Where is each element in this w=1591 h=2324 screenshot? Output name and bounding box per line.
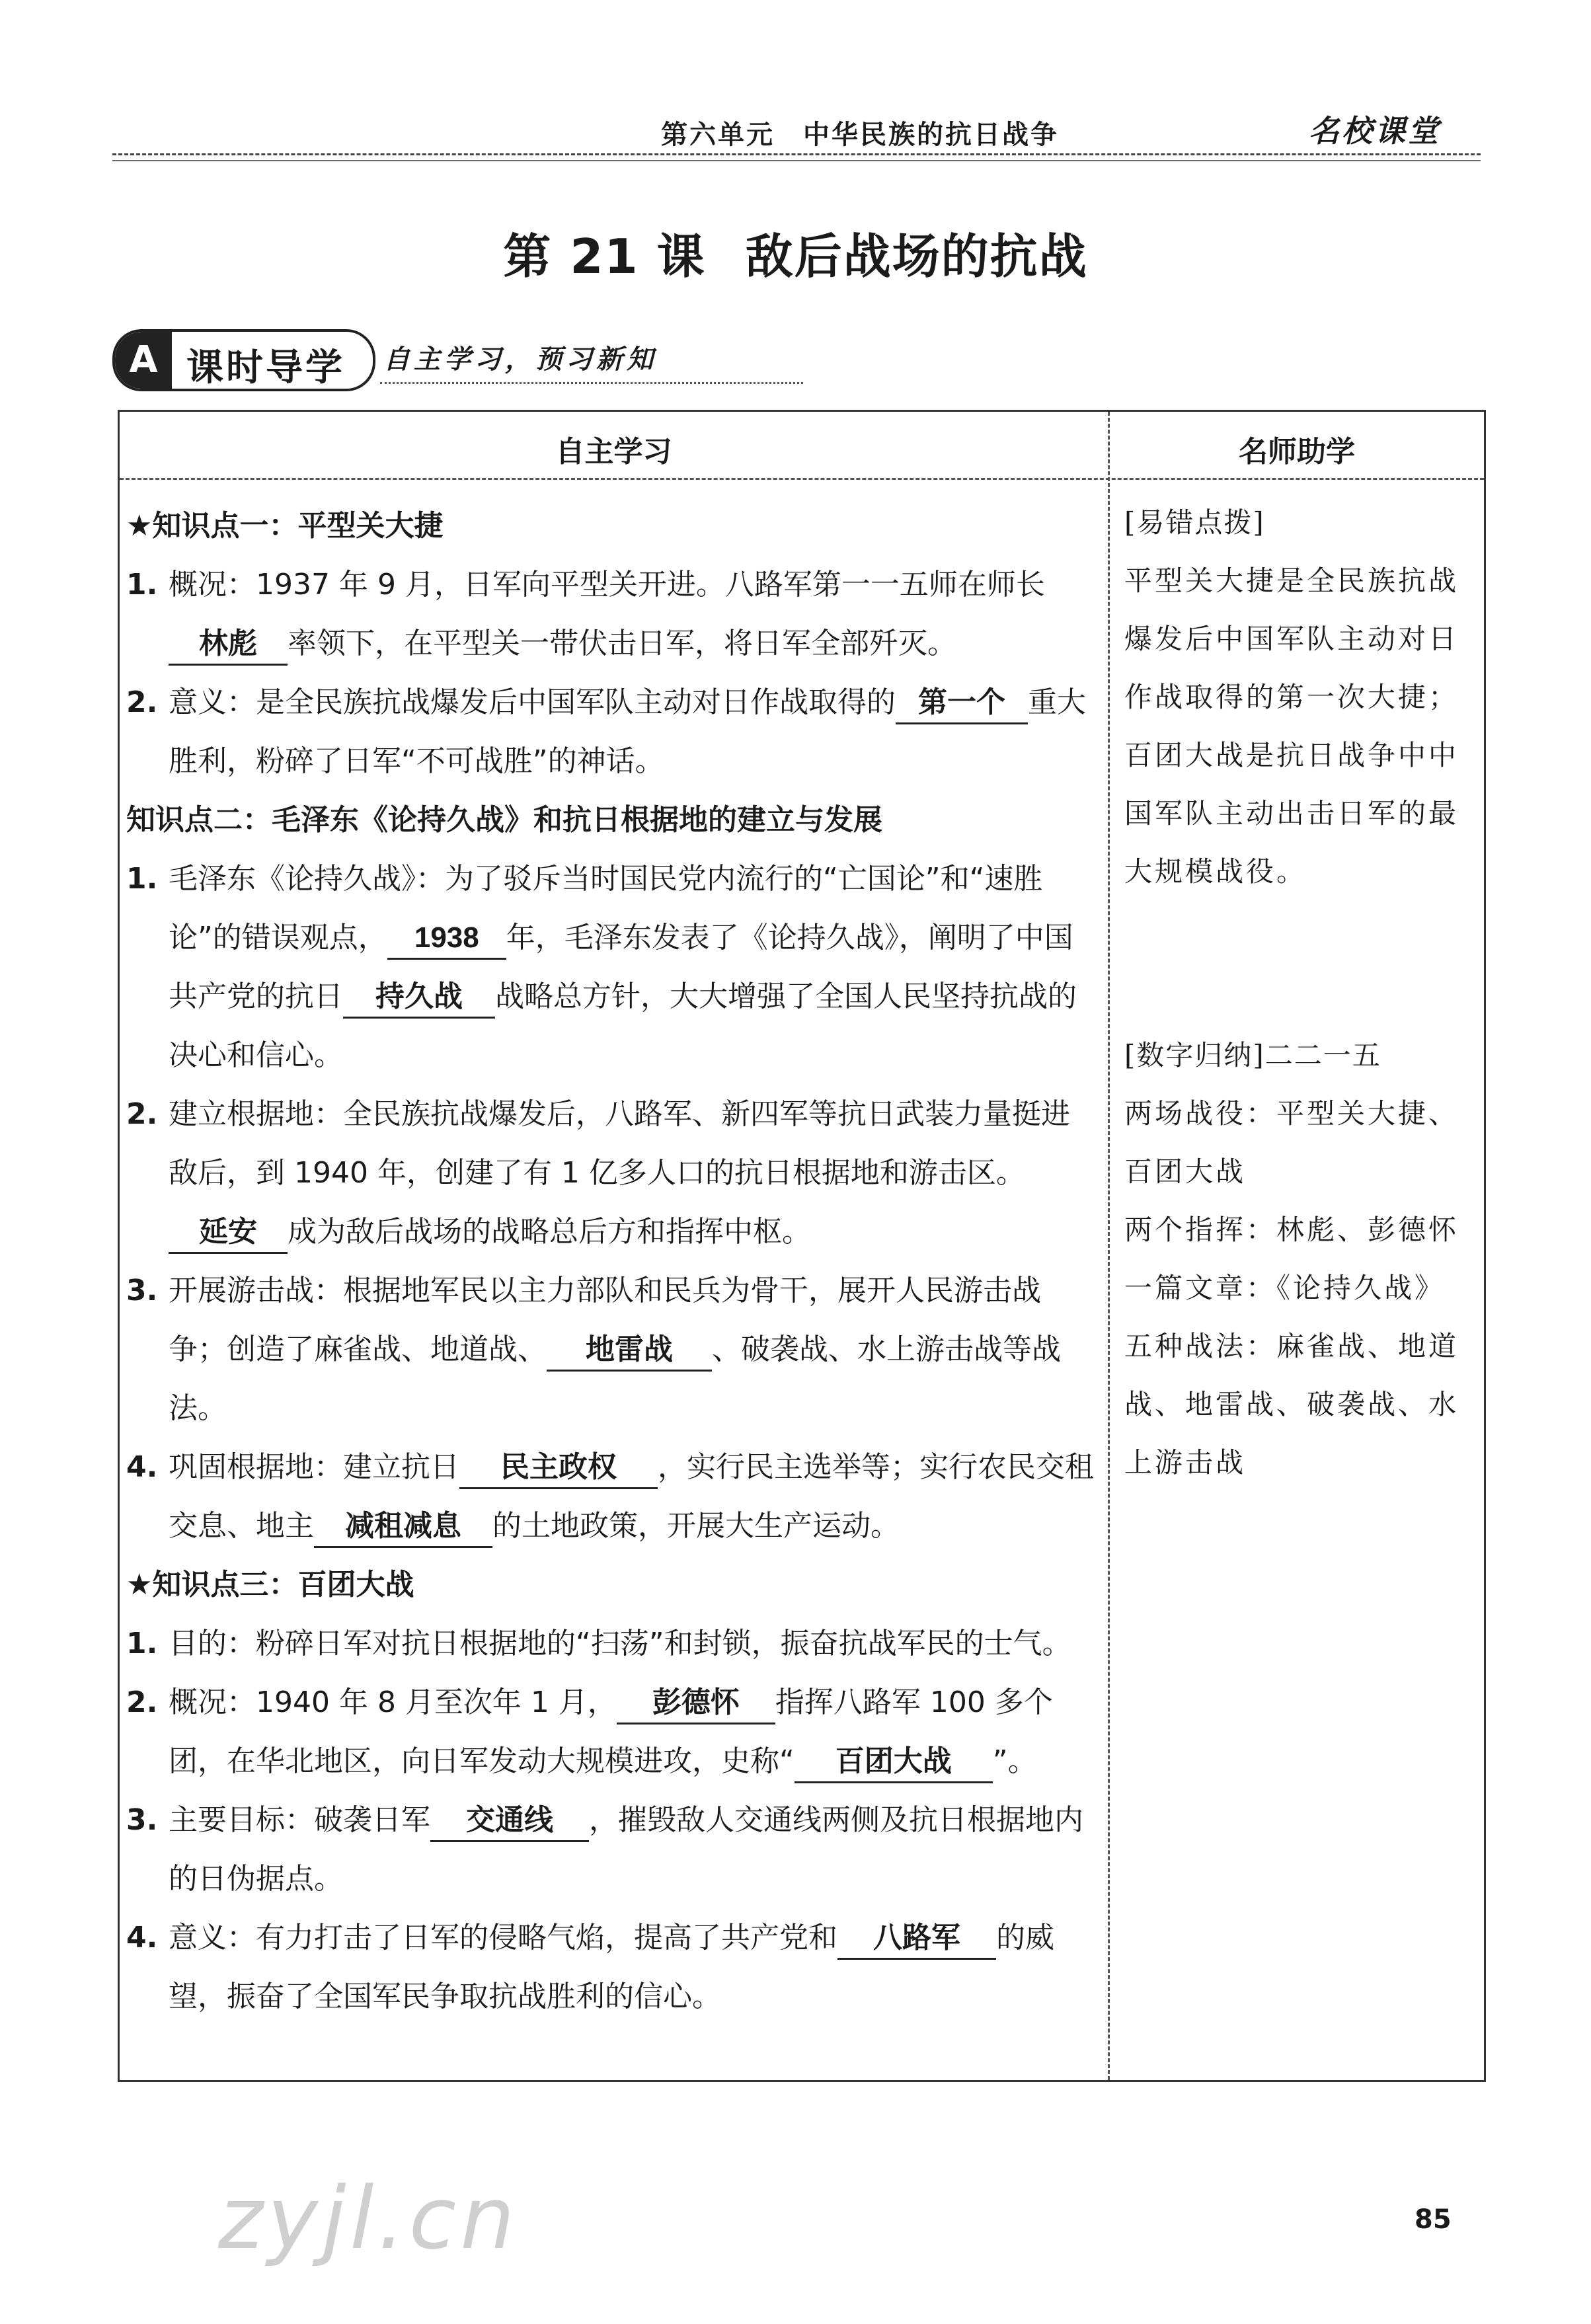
unit-title: 第六单元 中华民族的抗日战争 xyxy=(661,119,1059,150)
item-text: 的威望，振奋了全国军民争取抗战胜利的信心。 xyxy=(169,1921,1054,2013)
kp1-item-2 xyxy=(126,673,1098,791)
answer-blank: 八路军 xyxy=(837,1918,996,1960)
item-text: 的土地政策，开展大生产运动。 xyxy=(492,1509,900,1543)
column-divider xyxy=(1108,412,1110,2080)
item-number: 2. xyxy=(126,1097,158,1131)
item-number: 3. xyxy=(126,1274,158,1307)
answer-blank: 百团大战 xyxy=(795,1742,993,1783)
answer-blank: 持久战 xyxy=(343,977,495,1019)
lesson-title xyxy=(0,218,1591,287)
answer-blank: 彭德怀 xyxy=(617,1683,775,1724)
item-text: 率领下，在平型关一带伏击日军，将日军全部歼灭。 xyxy=(288,627,956,660)
kp3-item-1 xyxy=(126,1614,1098,1673)
section-label: 课时导学 xyxy=(186,346,345,389)
lesson-name: 敌后战场的抗战 xyxy=(745,229,1088,284)
item-text: 巩固根据地：建立抗日 xyxy=(169,1450,459,1484)
answer-blank: 第一个 xyxy=(896,683,1028,724)
item-number: 4. xyxy=(126,1921,158,1955)
kp1-heading: ★知识点一：平型关大捷 xyxy=(126,509,444,543)
brand-logo: 名校课堂 xyxy=(1309,113,1441,149)
answer-blank: 地雷战 xyxy=(547,1330,712,1372)
kp1-item-1 xyxy=(126,555,1098,673)
self-study-content xyxy=(126,496,1098,2026)
answer-blank: 延安 xyxy=(169,1212,288,1254)
item-number: 4. xyxy=(126,1450,158,1484)
header-divider xyxy=(112,153,1481,155)
summary-line: 五种战法：麻雀战、地道战、地雷战、破袭战、水上游击战 xyxy=(1124,1330,1459,1479)
kp2-item-2 xyxy=(126,1085,1098,1261)
error-tip-tag: [易错点拨] xyxy=(1124,506,1265,539)
item-text: 主要目标：破袭日军 xyxy=(169,1803,430,1837)
kp3-item-4 xyxy=(126,1908,1098,2026)
kp2-item-4 xyxy=(126,1438,1098,1555)
item-text: 意义：是全民族抗战爆发后中国军队主动对日作战取得的 xyxy=(169,685,896,719)
error-tip-note: 平型关大捷是全民族抗战爆发后中国军队主动对日作战取得的第一次大捷；百团大战是抗日战争中中国军队主动出击日军的最大规模战役。 xyxy=(1124,564,1459,888)
section-letter: A xyxy=(115,332,172,389)
item-text: 毛泽东《论持久战》：为了驳斥当时国民党内流行的“亡国论”和“速胜论”的错误观点， xyxy=(169,862,1043,954)
kp3-heading: ★知识点三：百团大战 xyxy=(126,1568,414,1602)
item-number: 3. xyxy=(126,1803,158,1837)
item-number: 2. xyxy=(126,1685,158,1719)
summary-line: 两场战役：平型关大捷、百团大战 xyxy=(1124,1097,1459,1188)
item-number: 2. xyxy=(126,685,158,719)
kp3-item-2 xyxy=(126,1673,1098,1791)
kp2-item-1 xyxy=(126,849,1098,1085)
item-text: ，实行民主选举等；实行农民交租交息、地主 xyxy=(169,1450,1094,1543)
kp3-item-3 xyxy=(126,1791,1098,1908)
spacer xyxy=(1124,901,1468,1026)
col-header-teacher-help: 名师助学 xyxy=(1239,435,1355,469)
study-table xyxy=(118,410,1486,2082)
item-text: 概况：1940 年 8 月至次年 1 月， xyxy=(169,1685,617,1719)
item-text: 意义：有力打击了日军的侵略气焰，提高了共产党和 xyxy=(169,1921,837,1955)
item-text: 成为敌后战场的战略总后方和指挥中枢。 xyxy=(288,1215,811,1249)
section-banner xyxy=(112,324,773,390)
answer-blank: 民主政权 xyxy=(459,1448,658,1489)
summary-line: 一篇文章：《论持久战》 xyxy=(1124,1272,1446,1304)
page-header xyxy=(112,99,1481,159)
item-text: ”。 xyxy=(992,1744,1037,1778)
header-divider-solid xyxy=(112,160,1481,161)
item-text: 目的：粉碎日军对抗日根据地的“扫荡”和封锁，振奋抗战军民的士气。 xyxy=(169,1627,1071,1660)
item-number: 1. xyxy=(126,862,158,896)
kp2-item-3 xyxy=(126,1261,1098,1438)
section-motto: 自主学习，预习新知 xyxy=(383,344,657,375)
item-text: 概况：1937 年 9 月，日军向平型关开进。八路军第一一五师在师长 xyxy=(169,568,1045,601)
item-text: ，摧毁敌人交通线两侧及抗日根据地内的日伪据点。 xyxy=(169,1803,1083,1896)
page-number: 85 xyxy=(1415,2204,1452,2235)
item-text: 开展游击战：根据地军民以主力部队和民兵为骨干，展开人民游击战争；创造了麻雀战、地道战、 xyxy=(169,1274,1041,1366)
answer-blank: 交通线 xyxy=(430,1801,589,1842)
answer-blank: 减租减息 xyxy=(314,1506,492,1548)
teacher-help-content xyxy=(1124,494,1468,1492)
section-pill xyxy=(112,329,375,391)
item-text: 年，毛泽东发表了《论持久战》，阐明了中国共产党的抗日 xyxy=(169,921,1073,1013)
lesson-number: 第 21 课 xyxy=(503,229,706,284)
item-number: 1. xyxy=(126,1627,158,1660)
item-text: 指挥八路军 100 多个团，在华北地区，向日军发动大规模进攻，史称“ xyxy=(169,1685,1053,1778)
answer-blank: 1938 xyxy=(387,918,506,960)
item-text: 、破袭战、水上游击战等战法。 xyxy=(169,1333,1061,1425)
kp2-heading: 知识点二：毛泽东《论持久战》和抗日根据地的建立与发展 xyxy=(126,803,882,837)
summary-line: 两个指挥：林彪、彭德怀 xyxy=(1124,1214,1459,1246)
col-header-self-study: 自主学习 xyxy=(555,435,672,469)
answer-blank: 林彪 xyxy=(169,624,288,666)
item-text: 重大胜利，粉碎了日军“不可战胜”的神话。 xyxy=(169,685,1086,778)
motto-underline xyxy=(380,382,803,384)
item-text: 战略总方针，大大增强了全国人民坚持抗战的决心和信心。 xyxy=(169,980,1077,1072)
watermark: zyjl.cn xyxy=(218,2168,519,2268)
header-row-divider xyxy=(120,478,1484,480)
item-number: 1. xyxy=(126,568,158,601)
item-text: 建立根据地：全民族抗战爆发后，八路军、新四军等抗日武装力量挺进敌后，到 1940 年，创建了有 1 亿多人口的抗日根据地和游击区。 xyxy=(169,1097,1070,1190)
number-summary-tag: [数字归纳]二二一五 xyxy=(1124,1039,1381,1071)
